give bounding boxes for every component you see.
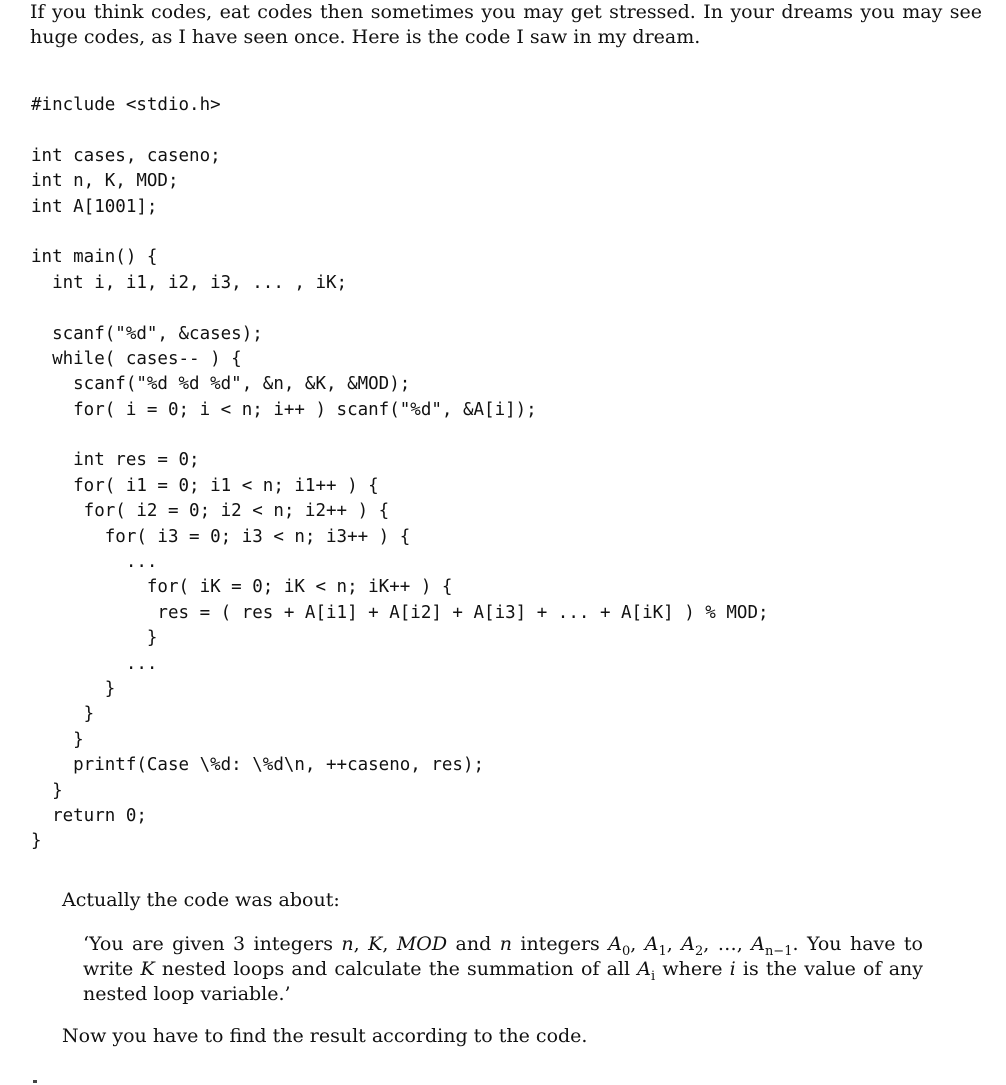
quote-text: ,: [353, 933, 369, 955]
code-line: [31, 423, 769, 448]
code-line: int n, K, MOD;: [31, 171, 179, 192]
math-subscript: n−1: [764, 943, 793, 959]
code-line: for( iK = 0; iK < n; iK++ ) {: [31, 577, 453, 598]
code-line: for( i3 = 0; i3 < n; i3++ ) {: [31, 526, 411, 547]
math-var: A: [681, 933, 695, 955]
quote-text: ,: [630, 933, 645, 955]
about-label: Actually the code was about:: [62, 889, 340, 911]
code-line: for( i2 = 0; i2 < n; i2++ ) {: [31, 501, 390, 522]
math-var: A: [608, 933, 622, 955]
code-line: int cases, caseno;: [31, 145, 221, 166]
code-line: scanf("%d %d %d", &n, &K, &MOD);: [31, 374, 411, 395]
code-line: ...: [31, 653, 158, 674]
math-subscript: i: [651, 968, 656, 984]
math-var: MOD: [396, 933, 448, 955]
code-line: int main() {: [31, 247, 158, 268]
conclusion-paragraph: Now you have to find the result according to the code.: [62, 1025, 588, 1047]
code-line: }: [31, 729, 84, 750]
code-line: res = ( res + A[i1] + A[i2] + A[i3] + ... + A[iK] ) % MOD;: [31, 602, 769, 623]
quote-text: ,: [382, 933, 397, 955]
quote-text: nested loops and calculate the summation of all: [154, 958, 638, 980]
code-line: }: [31, 628, 158, 649]
code-line: for( i = 0; i < n; i++ ) scanf("%d", &A[i]);: [31, 399, 537, 420]
math-var: A: [644, 933, 659, 955]
code-line: [31, 296, 769, 321]
math-var: A: [637, 958, 652, 980]
math-subscript: 0: [621, 943, 631, 959]
problem-quote: [83, 932, 923, 1007]
math-var: n: [499, 933, 512, 955]
quote-text: and: [447, 933, 500, 955]
intro-paragraph: If you think codes, eat codes then sometimes you may get stressed. In your dreams you may see huge codes, as I have seen once. Here is the code I saw in my dream.: [30, 1, 982, 48]
code-line: while( cases-- ) {: [31, 348, 242, 369]
code-line: printf(Case \%d: \%d\n, ++caseno, res);: [31, 755, 485, 776]
math-var: A: [751, 933, 765, 955]
code-line: int res = 0;: [31, 450, 200, 471]
code-line: [31, 220, 769, 245]
quote-text: where: [655, 958, 730, 980]
code-line: int A[1001];: [31, 196, 158, 217]
code-line: scanf("%d", &cases);: [31, 323, 263, 344]
quote-text: ‘You are given 3 integers: [83, 933, 342, 955]
quote-text: integers: [511, 933, 609, 955]
quote-text: is the value of any nested loop variable.’: [83, 958, 923, 1005]
math-var: K: [368, 933, 383, 955]
code-line: ...: [31, 552, 158, 573]
math-var: n: [341, 933, 354, 955]
code-block: [31, 93, 769, 855]
code-line: for( i1 = 0; i1 < n; i1++ ) {: [31, 475, 379, 496]
quote-text: , …,: [703, 933, 752, 955]
math-var: i: [729, 958, 736, 980]
quote-text: . You have to write: [83, 933, 924, 980]
code-line: }: [31, 780, 63, 801]
math-subscript: 1: [658, 943, 667, 959]
code-line: [31, 118, 769, 143]
code-line: }: [31, 678, 116, 699]
code-line: #include <stdio.h>: [31, 95, 221, 115]
page-fragment-mark: [33, 1080, 37, 1083]
math-subscript: 2: [694, 943, 704, 959]
code-line: }: [31, 831, 42, 852]
math-var: K: [140, 958, 155, 980]
code-line: int i, i1, i2, i3, ... , iK;: [31, 272, 348, 293]
code-line: return 0;: [31, 805, 147, 826]
code-line: }: [31, 704, 95, 725]
quote-text: ,: [666, 933, 682, 955]
